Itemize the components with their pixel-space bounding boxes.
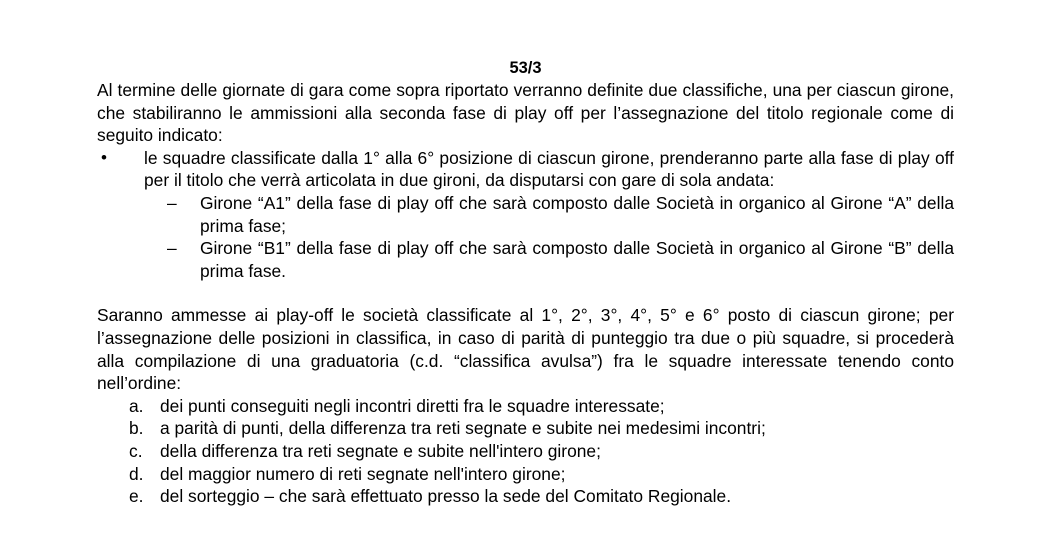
sub-list-item-a1	[167, 192, 954, 237]
criteria-item	[127, 463, 954, 486]
criteria-text: a parità di punti, della differenza tra reti segnate e subite nei medesimi incontri;	[160, 418, 766, 439]
criteria-marker: b.	[129, 418, 144, 439]
criteria-item	[127, 395, 954, 418]
bullet-item	[97, 147, 954, 283]
paragraph-spacer	[97, 282, 954, 304]
criteria-item	[127, 485, 954, 508]
criteria-text: della differenza tra reti segnate e subite nell'intero girone;	[160, 440, 601, 461]
intro-paragraph: Al termine delle giornate di gara come sopra riportato verranno definite due classifiche, una per ciascun girone, che stabiliranno le ammissioni alla seconda fase di play off per l’assegnazione del titolo regionale come di seguito indicato:	[97, 80, 954, 146]
criteria-text: del maggior numero di reti segnate nell'intero girone;	[160, 463, 566, 484]
criteria-marker: a.	[129, 395, 144, 416]
criteria-item	[127, 440, 954, 463]
criteria-list	[97, 395, 954, 508]
dash-marker: –	[167, 238, 177, 259]
criteria-marker: c.	[129, 440, 143, 461]
sub-list	[144, 192, 954, 282]
second-paragraph: Saranno ammesse ai play-off le società classificate al 1°, 2°, 3°, 4°, 5° e 6° posto di ciascun girone; per l’assegnazione delle posizioni in classifica, in caso di parità di punteggio tra due o più squadre, si procederà alla compilazione di una graduatoria (c.d. “classifica avulsa”) fra le squadre interessate tenendo conto nell’ordine:	[97, 305, 954, 394]
document-page	[97, 57, 954, 508]
sub-list-item-text: Girone “B1” della fase di play off che sarà composto dalle Società in organico al Girone “B” della prima fase.	[200, 238, 954, 281]
criteria-item	[127, 417, 954, 440]
sub-list-item-text: Girone “A1” della fase di play off che sarà composto dalle Società in organico al Girone “A” della prima fase;	[200, 192, 954, 236]
dash-marker: –	[167, 192, 177, 213]
bullet-text: le squadre classificate dalla 1° alla 6° posizione di ciascun girone, prenderanno parte alla fase di play off per il titolo che verrà articolata in due gironi, da disputarsi con gare di sola andata:	[144, 147, 954, 191]
criteria-text: dei punti conseguiti negli incontri diretti fra le squadre interessate;	[160, 395, 665, 416]
sub-list-item-b1	[167, 237, 954, 282]
criteria-marker: d.	[129, 463, 144, 484]
criteria-marker: e.	[129, 486, 144, 507]
criteria-text: del sorteggio – che sarà effettuato presso la sede del Comitato Regionale.	[160, 486, 732, 507]
bullet-marker: •	[101, 147, 107, 167]
bullet-list	[97, 147, 954, 283]
page-number: 53/3	[509, 59, 542, 77]
